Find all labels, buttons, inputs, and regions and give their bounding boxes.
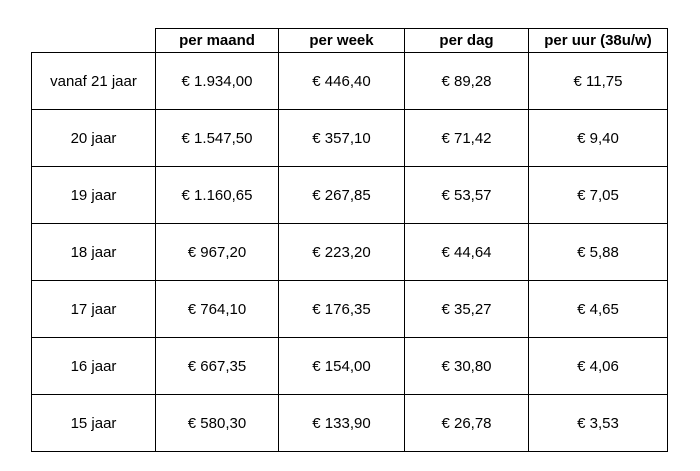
table-row	[32, 338, 668, 395]
day-cell: € 89,28	[405, 53, 529, 110]
age-cell: 16 jaar	[32, 338, 156, 395]
header-per-month: per maand	[156, 29, 279, 53]
header-corner-cell	[32, 29, 156, 53]
month-cell: € 1.934,00	[156, 53, 279, 110]
table-body	[32, 53, 668, 452]
month-cell: € 967,20	[156, 224, 279, 281]
day-cell: € 35,27	[405, 281, 529, 338]
table-row	[32, 224, 668, 281]
month-cell: € 667,35	[156, 338, 279, 395]
hour-cell: € 4,06	[529, 338, 668, 395]
day-cell: € 71,42	[405, 110, 529, 167]
week-cell: € 223,20	[279, 224, 405, 281]
month-cell: € 1.547,50	[156, 110, 279, 167]
table-row	[32, 395, 668, 452]
week-cell: € 267,85	[279, 167, 405, 224]
month-cell: € 764,10	[156, 281, 279, 338]
minimum-wage-table	[31, 28, 668, 452]
hour-cell: € 3,53	[529, 395, 668, 452]
month-cell: € 1.160,65	[156, 167, 279, 224]
header-per-week: per week	[279, 29, 405, 53]
week-cell: € 357,10	[279, 110, 405, 167]
month-cell: € 580,30	[156, 395, 279, 452]
week-cell: € 133,90	[279, 395, 405, 452]
age-cell: 17 jaar	[32, 281, 156, 338]
header-per-day: per dag	[405, 29, 529, 53]
hour-cell: € 7,05	[529, 167, 668, 224]
age-cell: vanaf 21 jaar	[32, 53, 156, 110]
age-cell: 20 jaar	[32, 110, 156, 167]
table-row	[32, 53, 668, 110]
hour-cell: € 4,65	[529, 281, 668, 338]
hour-cell: € 5,88	[529, 224, 668, 281]
week-cell: € 154,00	[279, 338, 405, 395]
table-row	[32, 110, 668, 167]
table-row	[32, 167, 668, 224]
age-cell: 18 jaar	[32, 224, 156, 281]
week-cell: € 446,40	[279, 53, 405, 110]
hour-cell: € 9,40	[529, 110, 668, 167]
age-cell: 15 jaar	[32, 395, 156, 452]
week-cell: € 176,35	[279, 281, 405, 338]
day-cell: € 53,57	[405, 167, 529, 224]
header-row	[32, 29, 668, 53]
age-cell: 19 jaar	[32, 167, 156, 224]
day-cell: € 30,80	[405, 338, 529, 395]
table-row	[32, 281, 668, 338]
day-cell: € 26,78	[405, 395, 529, 452]
table-header	[32, 29, 668, 53]
header-per-hour: per uur (38u/w)	[529, 29, 668, 53]
day-cell: € 44,64	[405, 224, 529, 281]
hour-cell: € 11,75	[529, 53, 668, 110]
